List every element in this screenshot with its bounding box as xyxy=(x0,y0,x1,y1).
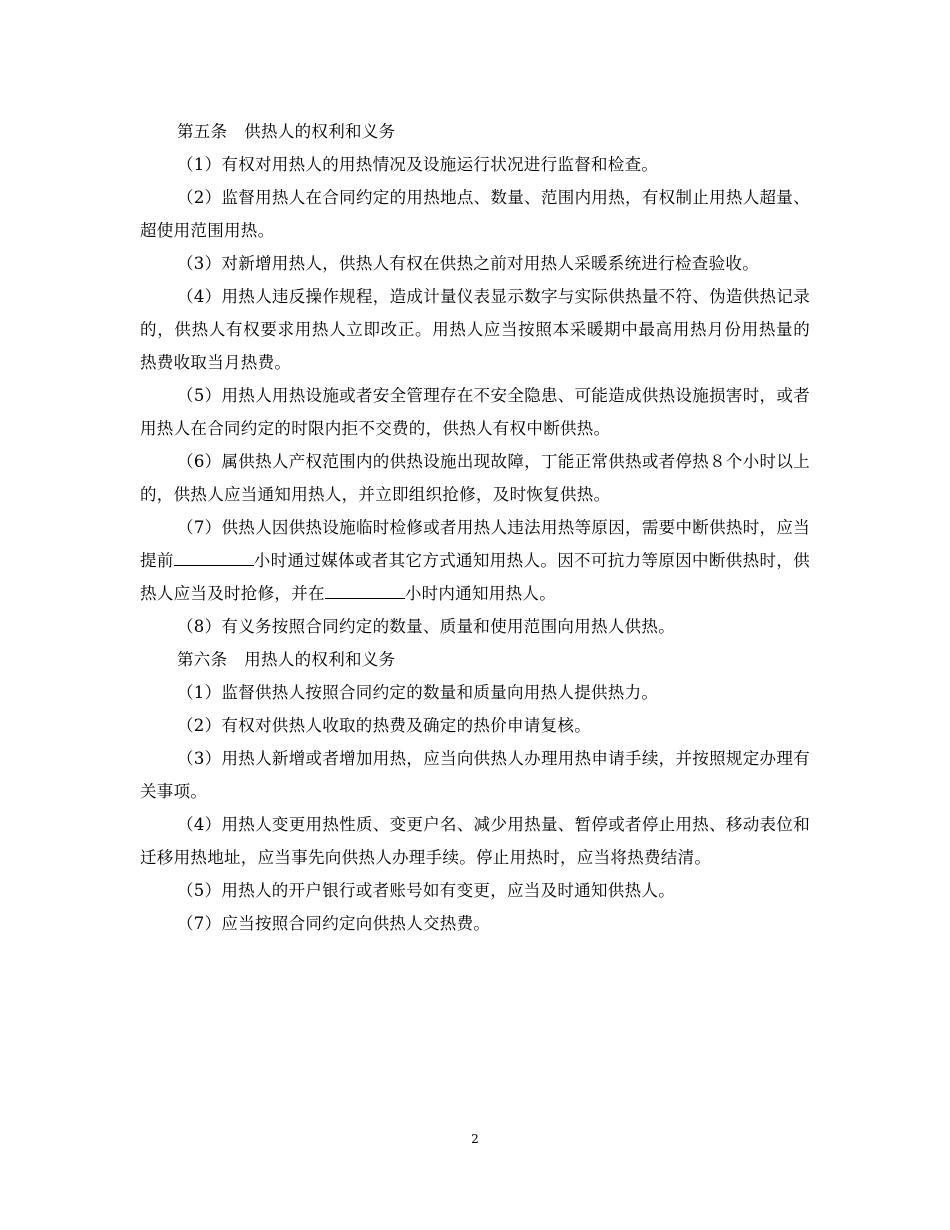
article-5-item-8: （8）有义务按照合同约定的数量、质量和使用范围向用热人供热。 xyxy=(177,617,675,636)
page-number: 2 xyxy=(471,1132,479,1146)
article-5-item-7 xyxy=(140,511,810,610)
article-5-item-4: （4）用热人违反操作规程，造成计量仪表显示数字与实际供热量不符、伪造供热记录的，供热人有权要求用热人立即改正。用热人应当按照本采暖期中最高用热月份用热量的热费收取当月热费。 xyxy=(140,287,810,372)
article-5-item-3: （3）对新增用热人，供热人有权在供热之前对用热人采暖系统进行检查验收。 xyxy=(177,254,759,273)
article-6-heading: 第六条 用热人的权利和义务 xyxy=(177,650,396,669)
article-6-item-4: （4）用热人变更用热性质、变更户名、减少用热量、暂停或者停止用热、移动表位和迁移用热地址，应当事先向供热人办理手续。停止用热时，应当将热费结清。 xyxy=(140,815,810,867)
article-5-item-1: （1）有权对用热人的用热情况及设施运行状况进行监督和检查。 xyxy=(177,155,659,174)
article-6-item-5: （5）用热人的开户银行或者账号如有变更，应当及时通知供热人。 xyxy=(177,881,675,900)
article-5-heading: 第五条 供热人的权利和义务 xyxy=(177,122,396,141)
article-6-item-2: （2）有权对供热人收取的热费及确定的热价申请复核。 xyxy=(177,716,591,735)
article-5-item-5: （5）用热人用热设施或者安全管理存在不安全隐患、可能造成供热设施损害时，或者用热人在合同约定的时限内拒不交费的，供热人有权中断供热。 xyxy=(140,386,810,438)
article-6-item-3: （3）用热人新增或者增加用热，应当向供热人办理用热申请手续，并按照规定办理有关事项。 xyxy=(140,749,810,801)
article-5-item-7-part-1: （7）供热人因供热设施临时检修或者用热人违法用热等原因，需要中断供热时，应当提前 xyxy=(140,518,810,570)
article-5-item-7-part-2: 小时通过媒体或者其它方式通知用热人。因不可抗力等原因中断供热时，供热人应当及时抢修，并在 xyxy=(140,551,810,603)
article-5-item-7-part-3: 小时内通知用热人。 xyxy=(404,584,557,603)
article-6-item-7: （7）应当按照合同约定向供热人交热费。 xyxy=(177,914,491,933)
article-6-item-1: （1）监督供热人按照合同约定的数量和质量向用热人提供热力。 xyxy=(177,683,659,702)
article-5-item-6: （6）属供热人产权范围内的供热设施出现故障，丁能正常供热或者停热８个小时以上的，供热人应当通知用热人，并立即组织抢修，及时恢复供热。 xyxy=(140,452,810,504)
article-5-item-2: （2）监督用热人在合同约定的用热地点、数量、范围内用热，有权制止用热人超量、超使用范围用热。 xyxy=(140,188,810,240)
fill-in-blank-hours-notice xyxy=(174,547,254,566)
fill-in-blank-hours-force-majeure xyxy=(325,580,405,599)
document-body xyxy=(140,115,810,940)
